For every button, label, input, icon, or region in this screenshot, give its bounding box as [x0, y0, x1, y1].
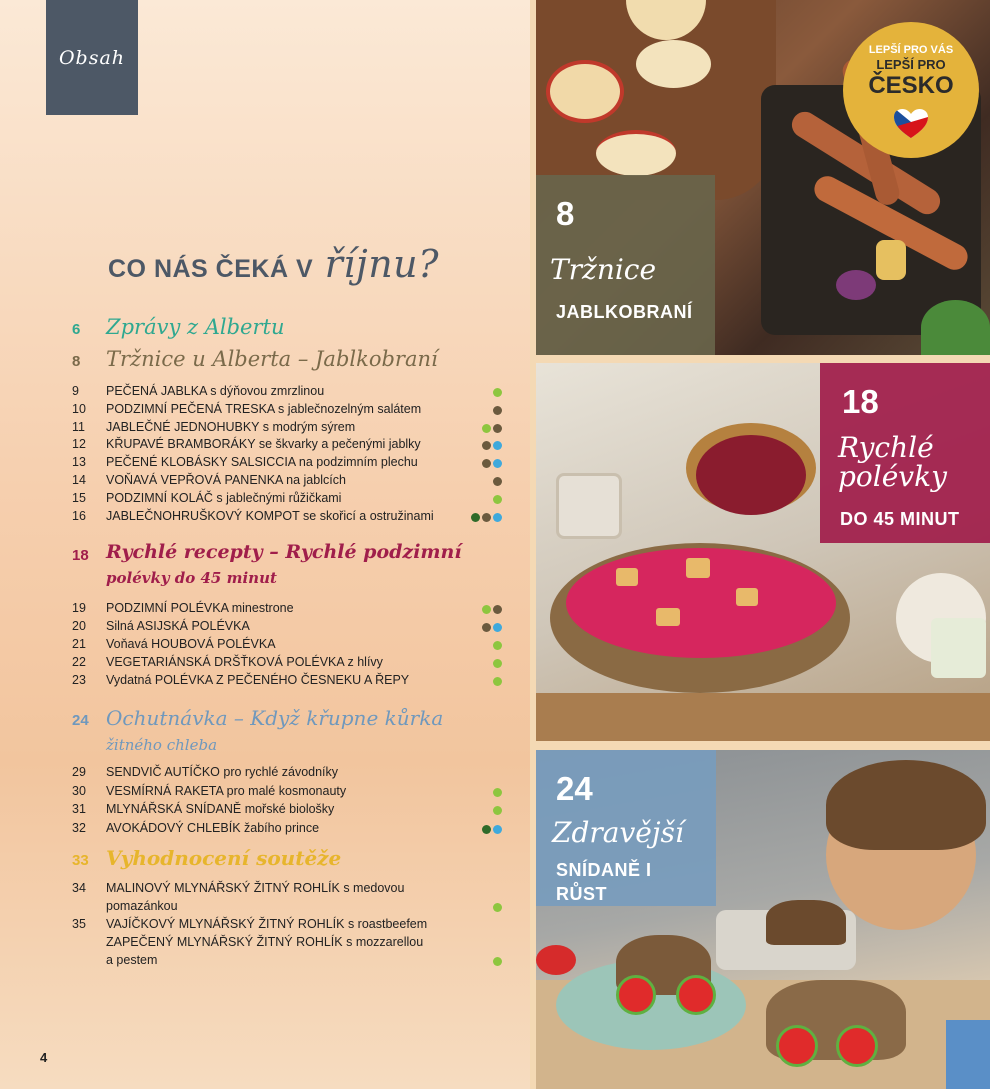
diet-markers — [493, 957, 502, 966]
diet-markers — [493, 788, 502, 797]
section-number: 18 — [72, 547, 89, 564]
item-title: AVOKÁDOVÝ CHLEBÍK žabího prince — [106, 820, 320, 835]
diet-markers — [482, 825, 502, 834]
feature-box-18[interactable] — [820, 363, 990, 543]
toc-item[interactable] — [72, 765, 502, 783]
item-title: SENDVIČ AUTÍČKO pro rychlé závodníky — [106, 765, 339, 779]
toc-item[interactable] — [72, 784, 502, 802]
green-dot-icon — [493, 806, 502, 815]
section-number: 33 — [72, 852, 89, 869]
toc-item[interactable] — [72, 509, 502, 527]
diet-markers — [493, 641, 502, 650]
diet-markers — [493, 495, 502, 504]
toc-item[interactable] — [72, 821, 502, 839]
item-page-number: 12 — [72, 437, 86, 452]
toc-item[interactable] — [72, 491, 502, 509]
item-title: PEČENÉ KLOBÁSKY SALSICCIA na podzimním plechu — [106, 455, 418, 470]
item-page-number: 32 — [72, 820, 86, 835]
item-title: VEGETARIÁNSKÁ DRŠŤKOVÁ POLÉVKA z hlívy — [106, 655, 383, 669]
heading-main: CO NÁS ČEKÁ V — [108, 255, 314, 283]
item-title: MALINOVÝ MLYNÁŘSKÝ ŽITNÝ ROHLÍK s medovou — [106, 881, 405, 895]
badge-line1: LEPŠÍ PRO VÁS — [868, 44, 954, 56]
item-page-number: 31 — [72, 802, 86, 816]
green-dot-icon — [493, 495, 502, 504]
item-title-cont: a pestem — [106, 953, 158, 967]
section-title: Zprávy z Albertu — [106, 315, 285, 339]
item-page-number: 13 — [72, 455, 86, 470]
item-page-number: 19 — [72, 601, 86, 615]
feature-script: Zdravější — [552, 816, 684, 849]
blue-dot-icon — [493, 513, 502, 522]
better-for-czech-badge — [843, 22, 979, 158]
item-title-cont: pomazánkou — [106, 899, 178, 913]
section-title: Vyhodnocení soutěže — [106, 846, 342, 870]
brown-dot-icon — [493, 605, 502, 614]
item-title: JABLEČNÉ JEDNOHUBKY s modrým sýrem — [106, 419, 356, 434]
item-title: VAJÍČKOVÝ MLYNÁŘSKÝ ŽITNÝ ROHLÍK s roastbeefem — [106, 917, 428, 931]
item-title: JABLEČNOHRUŠKOVÝ KOMPOT se skořicí a ostružinami — [106, 508, 434, 523]
toc-item[interactable] — [72, 455, 502, 473]
brown-dot-icon — [493, 424, 502, 433]
green-dot-icon — [493, 957, 502, 966]
feature-box-8[interactable] — [536, 175, 715, 355]
czech-flag-heart-icon — [893, 108, 929, 140]
diet-markers — [482, 605, 502, 614]
feature-script: Rychlé polévky — [838, 431, 947, 494]
green-dot-icon — [493, 659, 502, 668]
toc-item[interactable] — [72, 802, 502, 820]
item-title: PEČENÁ JABLKA s dýňovou zmrzlinou — [106, 384, 325, 398]
diet-markers — [493, 677, 502, 686]
item-page-number: 10 — [72, 401, 86, 416]
page-number: 4 — [40, 1050, 48, 1065]
green-dot-icon — [493, 641, 502, 650]
item-title: VESMÍRNÁ RAKETA pro malé kosmonauty — [106, 783, 347, 798]
section-number: 8 — [72, 353, 81, 370]
item-page-number: 30 — [72, 783, 86, 798]
green-dot-icon — [482, 605, 491, 614]
item-title: PODZIMNÍ PEČENÁ TRESKA s jablečnozelným salátem — [106, 401, 422, 416]
item-title: MLYNÁŘSKÁ SNÍDANĚ mořské biološky — [106, 802, 335, 816]
feature-caption: SNÍDANĚ I RŮST — [556, 860, 652, 905]
diet-markers — [493, 903, 502, 912]
item-page-number: 21 — [72, 637, 86, 651]
toc-item[interactable] — [72, 384, 502, 402]
feature-script: Tržnice — [550, 253, 657, 286]
feature-number: 18 — [842, 383, 879, 420]
diet-markers — [493, 477, 502, 486]
section-title-cont: polévky do 45 minut — [106, 569, 277, 587]
diet-markers — [482, 441, 502, 450]
brown-dot-icon — [482, 459, 491, 468]
item-page-number: 23 — [72, 673, 86, 687]
item-title: Silná ASIJSKÁ POLÉVKA — [106, 619, 250, 633]
item-title: PODZIMNÍ POLÉVKA minestrone — [106, 601, 294, 615]
section-title: Rychlé recepty – Rychlé podzimní — [106, 541, 462, 563]
toc-item[interactable] — [72, 655, 502, 673]
darkgreen-dot-icon — [471, 513, 480, 522]
blue-dot-icon — [493, 623, 502, 632]
darkgreen-dot-icon — [482, 825, 491, 834]
section-number: 24 — [72, 712, 89, 729]
toc-item[interactable] — [72, 619, 502, 637]
toc-item[interactable] — [72, 601, 502, 619]
brown-dot-icon — [482, 513, 491, 522]
item-page-number: 20 — [72, 619, 86, 633]
blue-dot-icon — [493, 459, 502, 468]
feature-caption: JABLKOBRANÍ — [556, 302, 693, 322]
item-page-number: 35 — [72, 917, 86, 931]
brown-dot-icon — [482, 441, 491, 450]
badge-line3: ČESKO — [868, 72, 954, 99]
brown-dot-icon — [493, 477, 502, 486]
diet-markers — [493, 406, 502, 415]
item-title: ZAPEČENÝ MLYNÁŘSKÝ ŽITNÝ ROHLÍK s mozzarellou — [106, 935, 424, 949]
toc-item[interactable] — [72, 473, 502, 491]
green-dot-icon — [493, 677, 502, 686]
toc-item[interactable] — [72, 437, 502, 455]
badge-line2: LEPŠÍ PRO — [876, 57, 946, 72]
toc-item[interactable] — [72, 402, 502, 420]
diet-markers — [493, 388, 502, 397]
item-title: VOŇAVÁ VEPŘOVÁ PANENKA na jablcích — [106, 473, 346, 487]
brown-dot-icon — [493, 406, 502, 415]
section-title-cont: žitného chleba — [106, 736, 218, 754]
diet-markers — [482, 424, 502, 433]
item-title: PODZIMNÍ KOLÁČ s jablečnými růžičkami — [106, 490, 342, 505]
toc-item[interactable] — [72, 935, 502, 967]
item-title: KŘUPAVÉ BRAMBORÁKY se škvarky a pečenými jablky — [106, 437, 421, 452]
item-page-number: 34 — [72, 881, 86, 895]
toc-item[interactable] — [72, 673, 502, 691]
section-tab: Obsah — [46, 0, 138, 115]
blue-dot-icon — [493, 441, 502, 450]
item-page-number: 29 — [72, 765, 86, 779]
toc-item[interactable] — [72, 420, 502, 438]
item-page-number: 11 — [72, 419, 85, 434]
diet-markers — [471, 513, 502, 522]
item-page-number: 9 — [72, 384, 79, 398]
green-dot-icon — [493, 788, 502, 797]
blue-dot-icon — [493, 825, 502, 834]
green-dot-icon — [482, 424, 491, 433]
section-title: Tržnice u Alberta – Jablkobraní — [106, 347, 438, 371]
toc-item[interactable] — [72, 881, 502, 913]
page-heading — [108, 242, 439, 286]
feature-box-24[interactable] — [536, 750, 716, 906]
item-page-number: 15 — [72, 490, 86, 505]
section-title: Ochutnávka – Když křupne kůrka — [106, 706, 444, 730]
feature-number: 24 — [556, 770, 593, 807]
toc-item[interactable] — [72, 637, 502, 655]
item-page-number: 14 — [72, 473, 86, 487]
diet-markers — [482, 459, 502, 468]
diet-markers — [493, 806, 502, 815]
diet-markers — [493, 659, 502, 668]
heading-script: říjnu? — [324, 242, 440, 286]
brown-dot-icon — [482, 623, 491, 632]
green-dot-icon — [493, 388, 502, 397]
item-page-number: 16 — [72, 508, 86, 523]
section-number: 6 — [72, 321, 81, 338]
item-title: Vydatná POLÉVKA Z PEČENÉHO ČESNEKU A ŘEPY — [106, 673, 410, 687]
feature-caption: DO 45 MINUT — [840, 509, 960, 529]
green-dot-icon — [493, 903, 502, 912]
item-page-number: 22 — [72, 655, 86, 669]
item-title: Voňavá HOUBOVÁ POLÉVKA — [106, 637, 276, 651]
feature-number: 8 — [556, 195, 575, 232]
toc-item[interactable] — [72, 917, 502, 935]
diet-markers — [482, 623, 502, 632]
